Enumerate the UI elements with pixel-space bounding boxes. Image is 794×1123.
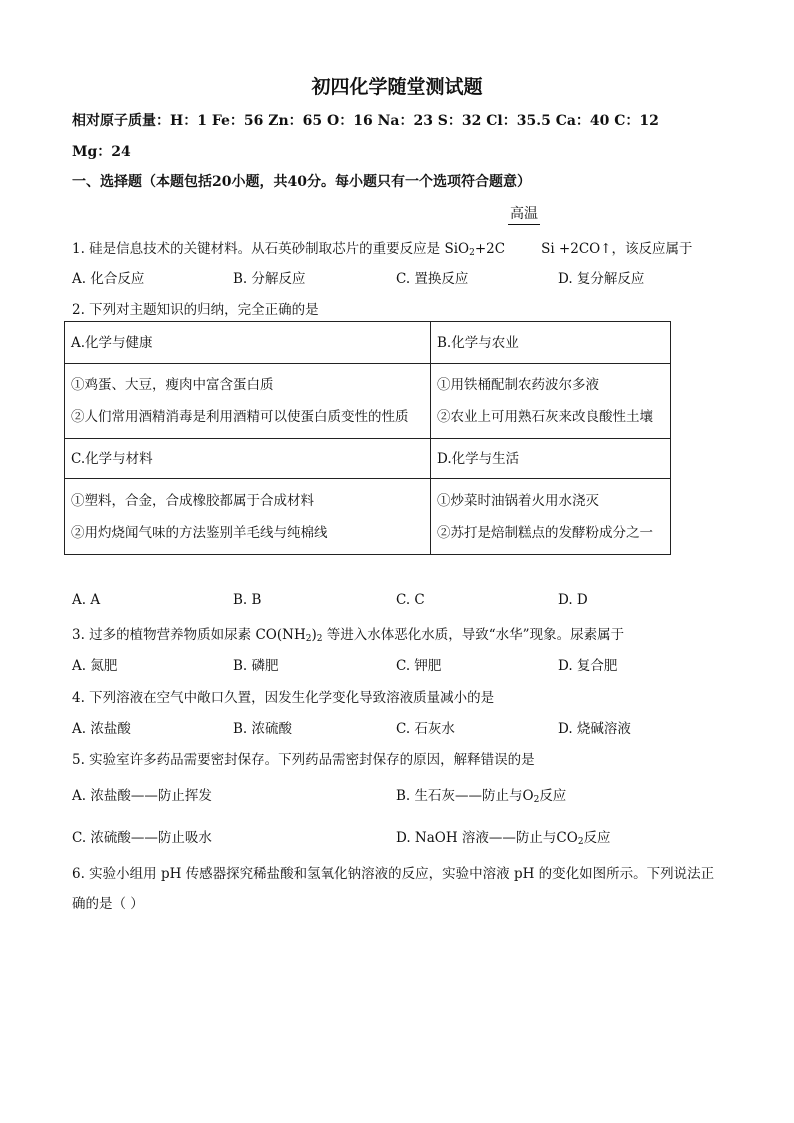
table-cell-d-head: D.化学与生活 bbox=[431, 439, 671, 479]
q6-text-line1: 6. 实验小组用 pH 传感器探究稀盐酸和氢氧化钠溶液的反应，实验中溶液 pH 的变化如图所示。下列说法正 bbox=[72, 866, 715, 882]
q5-option-b[interactable]: B. 生石灰——防止与$O_2$反应 bbox=[396, 788, 567, 805]
q3-text: 3. 过多的植物营养物质如尿素 $CO(NH_2)_2$ 等进入水体恶化水质，导致“水华”现象。尿素属于 bbox=[72, 627, 625, 644]
q5-text: 5. 实验室许多药品需要密封保存。下列药品需密封保存的原因，解释错误的是 bbox=[72, 752, 535, 768]
q4-option-c[interactable]: C. 石灰水 bbox=[396, 721, 455, 737]
atomic-masses-line1: 相对原子质量：H：1 Fe：56 Zn：65 O：16 Na：23 S：32 Cl：35.5 Ca：40 C：12 bbox=[72, 113, 659, 129]
table-cell-c-head: C.化学与材料 bbox=[65, 439, 431, 479]
q2-option-d[interactable]: D. D bbox=[558, 592, 588, 608]
q3-option-c[interactable]: C. 钾肥 bbox=[396, 658, 442, 674]
q2-text: 2. 下列对主题知识的归纳，完全正确的是 bbox=[72, 302, 319, 318]
table-cell-b-body: ①用铁桶配制农药波尔多液 ②农业上可用熟石灰来改良酸性土壤 bbox=[431, 364, 671, 439]
q6-text-line2: 确的是（ ） bbox=[72, 896, 144, 912]
q2-option-c[interactable]: C. C bbox=[396, 592, 425, 608]
atomic-masses-line2: Mg：24 bbox=[72, 144, 131, 160]
q5-option-c[interactable]: C. 浓硫酸——防止吸水 bbox=[72, 830, 212, 846]
q2-option-b[interactable]: B. B bbox=[233, 592, 262, 608]
q4-option-b[interactable]: B. 浓硫酸 bbox=[233, 721, 293, 737]
q1-option-b[interactable]: B. 分解反应 bbox=[233, 271, 306, 287]
q1-option-d[interactable]: D. 复分解反应 bbox=[558, 271, 645, 287]
q1-option-c[interactable]: C. 置换反应 bbox=[396, 271, 469, 287]
q5-option-d[interactable]: D. NaOH 溶液——防止与$CO_2$反应 bbox=[396, 830, 611, 847]
q3-option-b[interactable]: B. 磷肥 bbox=[233, 658, 279, 674]
q4-option-a[interactable]: A. 浓盐酸 bbox=[72, 721, 131, 737]
q1-text: 1. 硅是信息技术的关键材料。从石英砂制取芯片的重要反应是 SiO$_2$+2C Si +2CO↑，该反应属于 bbox=[72, 241, 693, 258]
q3-option-a[interactable]: A. 氮肥 bbox=[72, 658, 118, 674]
table-cell-a-head: A.化学与健康 bbox=[65, 322, 431, 364]
q2-topic-table bbox=[64, 321, 671, 555]
table-cell-c-body: ①塑料，合金，合成橡胶都属于合成材料 ②用灼烧闻气味的方法鉴别羊毛线与纯棉线 bbox=[65, 479, 431, 555]
q2-option-a[interactable]: A. A bbox=[72, 592, 101, 608]
q4-option-d[interactable]: D. 烧碱溶液 bbox=[558, 721, 631, 737]
q4-text: 4. 下列溶液在空气中敞口久置，因发生化学变化导致溶液质量减小的是 bbox=[72, 690, 495, 706]
q3-option-d[interactable]: D. 复合肥 bbox=[558, 658, 618, 674]
q5-option-a[interactable]: A. 浓盐酸——防止挥发 bbox=[72, 788, 212, 804]
table-cell-d-body: ①炒菜时油锅着火用水浇灭 ②苏打是焙制糕点的发酵粉成分之一 bbox=[431, 479, 671, 555]
page-title: 初四化学随堂测试题 bbox=[311, 76, 483, 98]
section1-heading: 一、选择题（本题包括20小题，共40分。每小题只有一个选项符合题意） bbox=[72, 174, 531, 190]
q1-option-a[interactable]: A. 化合反应 bbox=[72, 271, 145, 287]
q1-reaction-condition: 高温 bbox=[508, 203, 540, 225]
table-cell-a-body: ①鸡蛋、大豆，瘦肉中富含蛋白质 ②人们常用酒精消毒是利用酒精可以使蛋白质变性的性质 bbox=[65, 364, 431, 439]
table-cell-b-head: B.化学与农业 bbox=[431, 322, 671, 364]
